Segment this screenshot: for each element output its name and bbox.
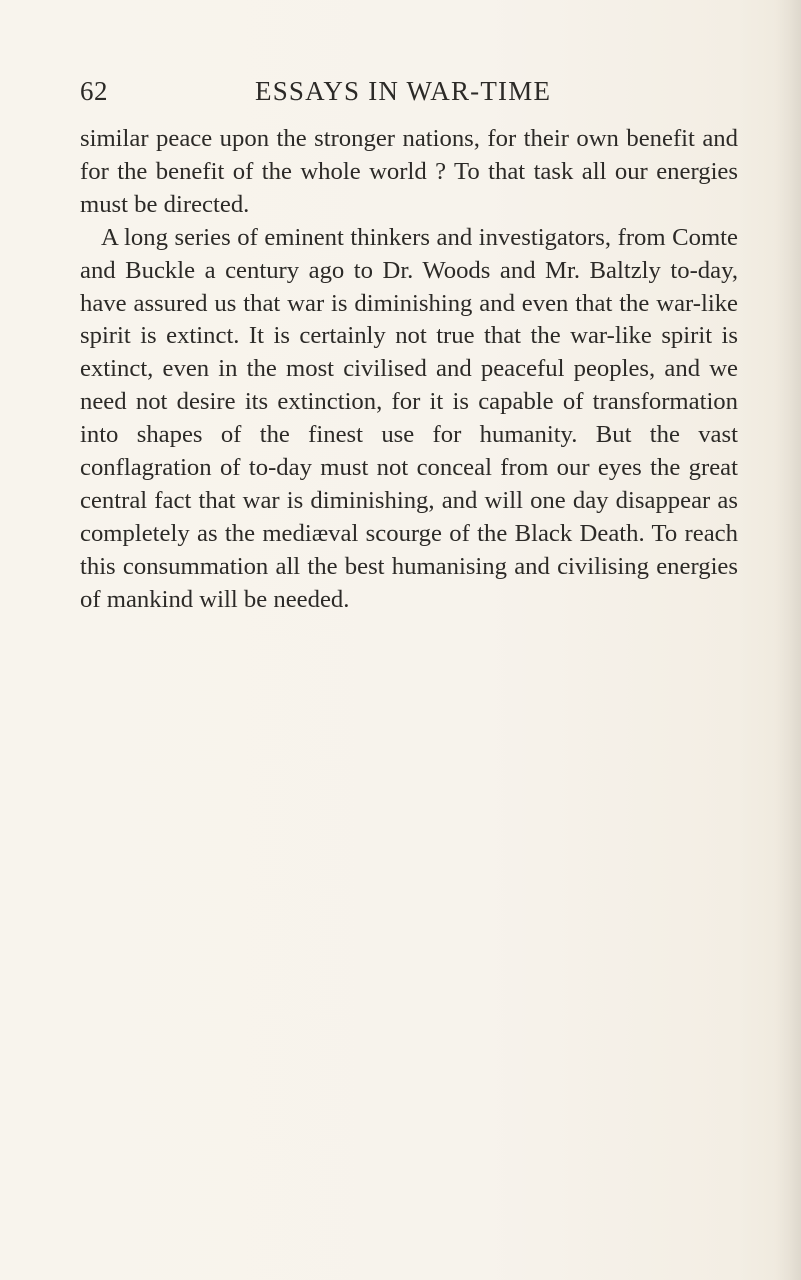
page-edge-shadow [775,0,801,1280]
paragraph: similar peace upon the stronger nations, for their own benefit and for the benefit of the whole world ? To that task all our energies must be directed. [80,125,738,218]
paragraph: A long series of eminent thinkers and investigators, from Comte and Buckle a century ago to Dr. Woods and Mr. Baltzly to-day, have assured us that war is diminishing and even that the war-like spirit is extinct. It is certainly not true that the war-like spirit is extinct, even in the most civilised and peaceful peoples, and we need not desire its extinction, for it is capable of transformation into shapes of the finest use for humanity. But the vast conflagration of to-day must not conceal from our eyes the great central fact that war is diminishing, and will one day disappear as completely as the mediæval scourge of the Black Death. To reach this consummation all the best humanising and civilising energies of mankind will be needed. [80,223,738,613]
body-text [80,123,738,617]
page-number: 62 [80,76,108,106]
running-head: ESSAYS IN WAR-TIME [255,76,552,106]
page-header [80,76,740,116]
